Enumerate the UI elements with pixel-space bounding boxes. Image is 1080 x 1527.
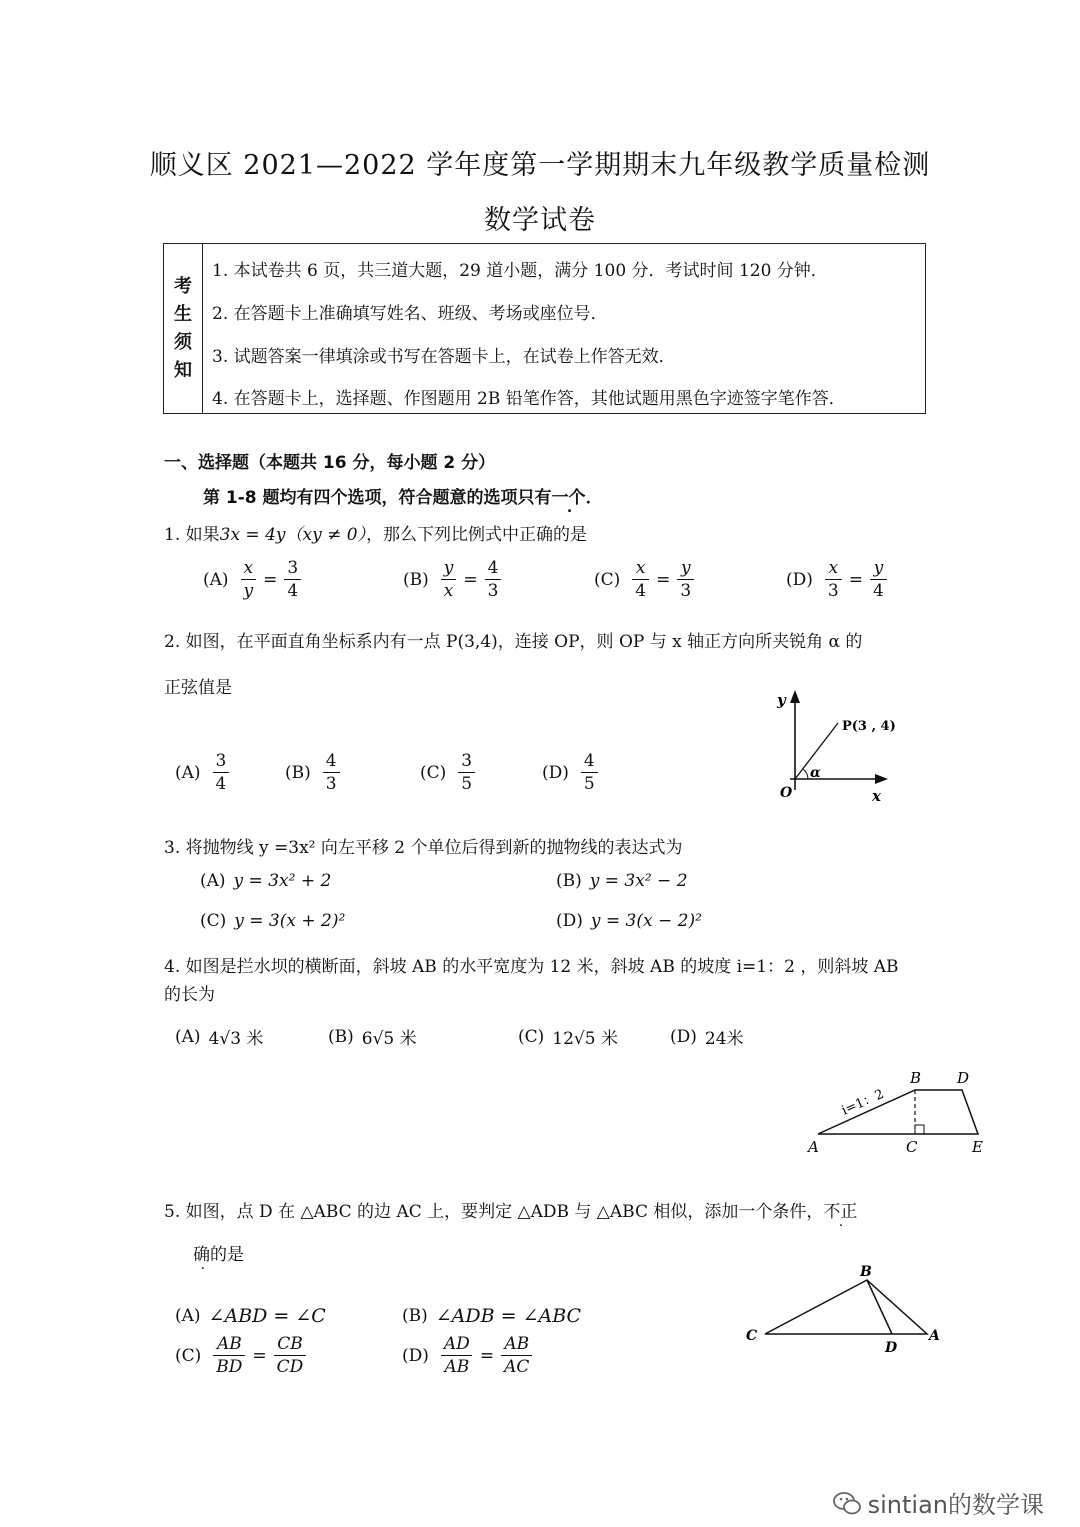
- q5-triangle-figure: [740, 1258, 950, 1358]
- question-2-line1: 2. 如图，在平面直角坐标系内有一点 P(3,4)，连接 OP，则 OP 与 x 轴正方向所夹锐角 α 的: [164, 632, 863, 652]
- q3-option-c[interactable]: [200, 911, 345, 931]
- q1-option-c[interactable]: (C) $\frac{x}{4}$ = $\frac{y}{3}$: [594, 557, 698, 602]
- frac-den: 5: [581, 772, 598, 795]
- x-label: x: [872, 787, 881, 805]
- option-label: (C): [420, 762, 447, 783]
- question-1: [164, 520, 587, 545]
- notice-heading-char: 考: [174, 275, 192, 297]
- section-title: 一、选择题（本题共 16 分，每小题 2 分）: [164, 453, 496, 473]
- instruction-text: 第 1-8 题均有四个选项，符合题意的选项只有: [203, 488, 552, 508]
- question-3: 3. 将抛物线 y =3x² 向左平移 2 个单位后得到新的抛物线的表达式为: [164, 838, 683, 858]
- q4-option-b[interactable]: [328, 1024, 417, 1049]
- option-expr: y = 3x² − 2: [589, 871, 688, 891]
- option-expr: 6√5 米: [361, 1029, 417, 1049]
- frac-den: 5: [458, 772, 475, 795]
- notice-line: 2. 在答题卡上准确填写姓名、班级、考场或座位号．: [212, 304, 608, 324]
- frac-num: 3: [461, 751, 473, 771]
- q5-emphasis: 确: [193, 1245, 210, 1265]
- question-4-line1: 4. 如图是拦水坝的横断面，斜坡 AB 的水平宽度为 12 米，斜坡 AB 的坡度 i=1：2 ，则斜坡 AB: [164, 957, 899, 977]
- y-arrow-icon: [790, 690, 800, 703]
- slope-label: i=1：2: [839, 1086, 887, 1119]
- q1-option-b[interactable]: (B) $\frac{y}{x}$ = $\frac{4}{3}$: [403, 557, 505, 602]
- q2-option-b[interactable]: [285, 750, 344, 795]
- q4-option-c[interactable]: [518, 1024, 618, 1049]
- right-angle-mark: [915, 1125, 924, 1134]
- frac-num: y: [680, 558, 691, 578]
- frac-num: 3: [287, 558, 299, 578]
- notice-heading-char: 生: [174, 303, 192, 325]
- frac-den: AB: [441, 1355, 472, 1378]
- notice-heading-char: 知: [174, 359, 192, 381]
- q5-emphasis: 不正: [823, 1202, 858, 1222]
- label-c: C: [746, 1328, 758, 1344]
- segment-bd: [867, 1280, 892, 1334]
- frac-num: y: [873, 558, 884, 578]
- q1-condition: 3x = 4y（xy ≠ 0）: [219, 525, 367, 545]
- frac-den: AC: [501, 1355, 532, 1378]
- watermark-text: sintian的数学课: [867, 1491, 1044, 1519]
- option-expr: ∠ABD = ∠C: [208, 1305, 326, 1327]
- exam-notice-box: [163, 243, 926, 414]
- option-expr: 4√3 米: [208, 1029, 264, 1049]
- frac-num: AB: [504, 1334, 530, 1354]
- watermark: [832, 1485, 1044, 1520]
- q4-option-d[interactable]: [670, 1024, 744, 1049]
- x-arrow-icon: [875, 774, 888, 784]
- question-2-line2: 正弦值是: [164, 678, 232, 698]
- point-label: P(3 , 4): [842, 719, 896, 734]
- frac-num: CB: [277, 1334, 303, 1354]
- option-expr: 24米: [704, 1029, 744, 1049]
- page-title: 顺义区 2021—2022 学年度第一学期期末九年级教学质量检测: [149, 150, 931, 181]
- frac-num: 4: [325, 751, 337, 771]
- frac-den: 3: [677, 579, 694, 602]
- q5-option-b[interactable]: [402, 1305, 581, 1327]
- q1-option-a[interactable]: (A) $\frac{x}{y}$ = $\frac{3}{4}$: [203, 557, 305, 602]
- angle-arc: [803, 769, 808, 779]
- notice-line: 4. 在答题卡上，选择题、作图题用 2B 铅笔作答，其他试题用黑色字迹签字笔作答．: [212, 389, 846, 409]
- frac-num: 4: [487, 558, 499, 578]
- q3-option-a[interactable]: [200, 871, 331, 891]
- frac-num: AD: [443, 1334, 470, 1354]
- option-label: (C): [594, 569, 621, 590]
- frac-num: y: [443, 558, 454, 578]
- q2-coordinate-figure: [760, 685, 900, 805]
- label-a: A: [929, 1328, 940, 1344]
- q1-option-d[interactable]: (D) $\frac{x}{3}$ = $\frac{y}{4}$: [786, 557, 891, 602]
- option-label: (B): [556, 871, 582, 891]
- wechat-icon: [832, 1490, 862, 1516]
- frac-den: CD: [274, 1355, 307, 1378]
- q2-option-a[interactable]: [175, 750, 233, 795]
- frac-den: 3: [825, 579, 842, 602]
- q4-option-a[interactable]: [175, 1024, 263, 1049]
- q5-text: 的是: [210, 1245, 244, 1265]
- label-b: B: [860, 1264, 872, 1280]
- label-d: D: [957, 1069, 970, 1087]
- q5-option-c[interactable]: (C) $\frac{AB}{BD}$ = $\frac{CB}{CD}$: [175, 1333, 310, 1378]
- instruction-end: ．: [585, 488, 603, 508]
- option-expr: ∠ADB = ∠ABC: [435, 1305, 582, 1327]
- option-expr: 12√5 米: [552, 1029, 618, 1049]
- option-label: (A): [175, 762, 201, 783]
- question-5-line1: [164, 1197, 857, 1222]
- notice-heading-char: 须: [174, 331, 192, 353]
- option-label: (C): [518, 1026, 545, 1047]
- notice-line: 1. 本试卷共 6 页，共三道大题，29 道小题，满分 100 分．考试时间 120 分钟．: [212, 261, 828, 281]
- notice-line: 3. 试题答案一律填涂或书写在答题卡上，在试卷上作答无效．: [212, 347, 676, 367]
- y-label: y: [777, 691, 786, 709]
- origin-label: O: [780, 785, 793, 801]
- q5-text: 5. 如图，点 D 在 △ABC 的边 AC 上，要判定 △ADB 与 △ABC 相似，添加一个条件，: [164, 1202, 824, 1222]
- frac-den: 3: [323, 772, 340, 795]
- frac-den: 3: [485, 579, 502, 602]
- option-label: (A): [203, 569, 229, 590]
- option-label: (D): [402, 1345, 429, 1366]
- instruction-emphasis: 一个: [551, 488, 586, 508]
- section-instruction: [203, 483, 603, 508]
- label-e: E: [972, 1138, 983, 1156]
- q1-prefix: 1. 如果: [164, 525, 220, 545]
- frac-den: 4: [284, 579, 301, 602]
- frac-den: 4: [632, 579, 649, 602]
- q1-suffix: ，那么下列比例式中正确的是: [366, 525, 588, 545]
- label-b: B: [910, 1069, 922, 1087]
- option-label: (A): [200, 871, 226, 891]
- frac-num: 3: [215, 751, 227, 771]
- option-label: (D): [556, 911, 583, 931]
- frac-den: 4: [870, 579, 887, 602]
- frac-num: x: [243, 558, 254, 578]
- q3-option-b[interactable]: [556, 871, 688, 891]
- q2-option-d[interactable]: [542, 750, 602, 795]
- q2-option-c[interactable]: [420, 750, 479, 795]
- option-label: (D): [786, 569, 813, 590]
- triangle-abc: [765, 1280, 927, 1334]
- option-label: (C): [175, 1345, 202, 1366]
- option-label: (B): [328, 1026, 354, 1047]
- frac-num: x: [828, 558, 839, 578]
- q3-option-d[interactable]: [556, 911, 702, 931]
- q5-option-d[interactable]: (D) $\frac{AD}{AB}$ = $\frac{AB}{AC}$: [402, 1333, 536, 1378]
- label-a: A: [808, 1138, 819, 1156]
- question-5-line2: [193, 1240, 244, 1265]
- option-label: (D): [542, 762, 569, 783]
- option-label: (B): [285, 762, 311, 783]
- q4-dam-figure: [800, 1062, 1000, 1157]
- label-c: C: [906, 1138, 918, 1156]
- page-subtitle: 数学试卷: [484, 205, 596, 236]
- frac-den: x: [441, 579, 457, 602]
- frac-num: x: [635, 558, 646, 578]
- option-label: (A): [175, 1026, 201, 1047]
- frac-den: BD: [213, 1355, 245, 1378]
- option-expr: y = 3(x − 2)²: [590, 911, 702, 931]
- option-label: (B): [403, 569, 429, 590]
- frac-den: 4: [213, 772, 230, 795]
- option-expr: y = 3x² + 2: [233, 871, 332, 891]
- frac-num: 4: [583, 751, 595, 771]
- frac-num: AB: [216, 1334, 242, 1354]
- option-label: (D): [670, 1026, 697, 1047]
- option-label: (B): [402, 1306, 428, 1326]
- option-label: (C): [200, 911, 227, 931]
- frac-den: y: [241, 579, 257, 602]
- option-expr: y = 3(x + 2)²: [234, 911, 346, 931]
- notice-heading: [164, 244, 203, 413]
- q5-option-a[interactable]: [175, 1305, 326, 1327]
- option-label: (A): [175, 1306, 201, 1326]
- label-d: D: [885, 1340, 898, 1356]
- question-4-line2: 的长为: [164, 985, 215, 1005]
- angle-label: α: [810, 765, 821, 781]
